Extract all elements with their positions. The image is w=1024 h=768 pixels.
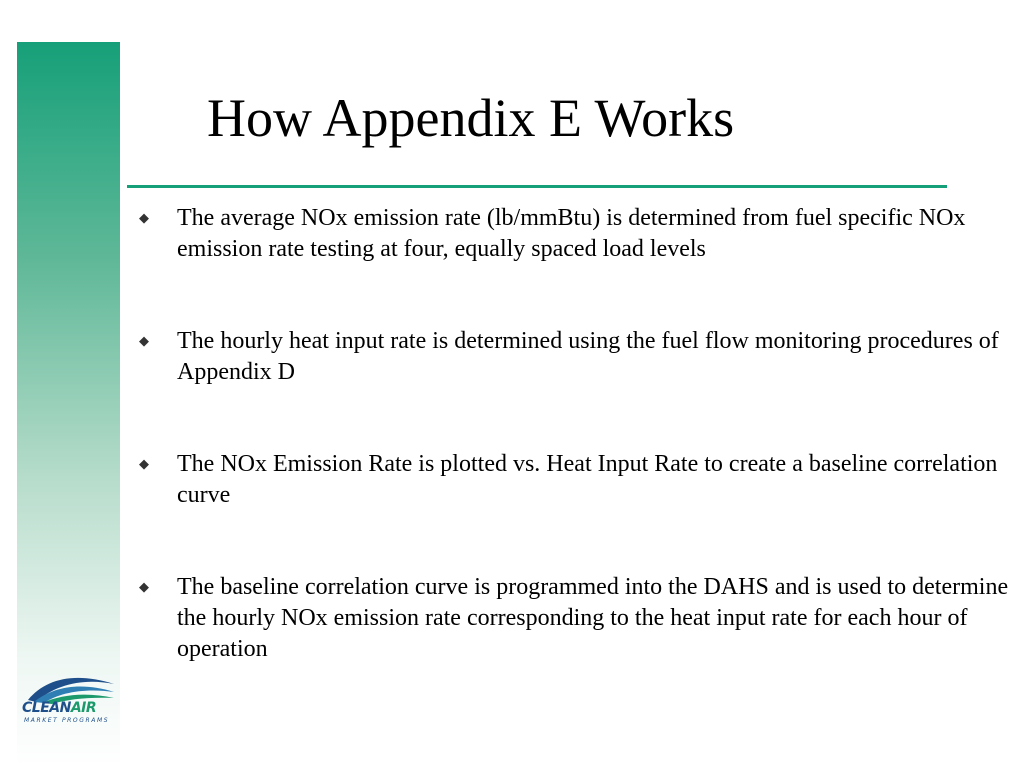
bullet-text: The baseline correlation curve is programmed into the DAHS and is used to determine the hourly NOx emission rate corresponding to the heat input rate for each hour of operation	[177, 574, 1009, 662]
bullet-text: The average NOx emission rate (lb/mmBtu) is determined from fuel specific NOx emission rate testing at four, equally spaced load levels	[177, 205, 966, 262]
bullet-item	[139, 203, 1009, 265]
logo-tagline: MARKET PROGRAMS	[24, 717, 110, 724]
diamond-bullet-icon: ◆	[139, 580, 149, 595]
diamond-bullet-icon: ◆	[139, 211, 149, 226]
diamond-bullet-icon: ◆	[139, 457, 149, 472]
clean-air-logo	[20, 670, 116, 730]
title-divider	[127, 185, 947, 188]
wave-logo-icon	[26, 670, 116, 704]
logo-word-air: AIR	[70, 700, 97, 716]
logo-word-clean: CLEAN	[22, 700, 71, 716]
bullet-list	[139, 203, 1009, 726]
bullet-item	[139, 449, 1009, 511]
logo-wordmark	[22, 700, 96, 716]
slide-title: How Appendix E Works	[207, 88, 735, 148]
bullet-text: The hourly heat input rate is determined using the fuel flow monitoring procedures of Appendix D	[177, 328, 999, 385]
bullet-item	[139, 326, 1009, 388]
diamond-bullet-icon: ◆	[139, 334, 149, 349]
side-gradient-bar	[17, 42, 120, 768]
bullet-text: The NOx Emission Rate is plotted vs. Heat Input Rate to create a baseline correlation curve	[177, 451, 998, 508]
bullet-item	[139, 572, 1009, 665]
